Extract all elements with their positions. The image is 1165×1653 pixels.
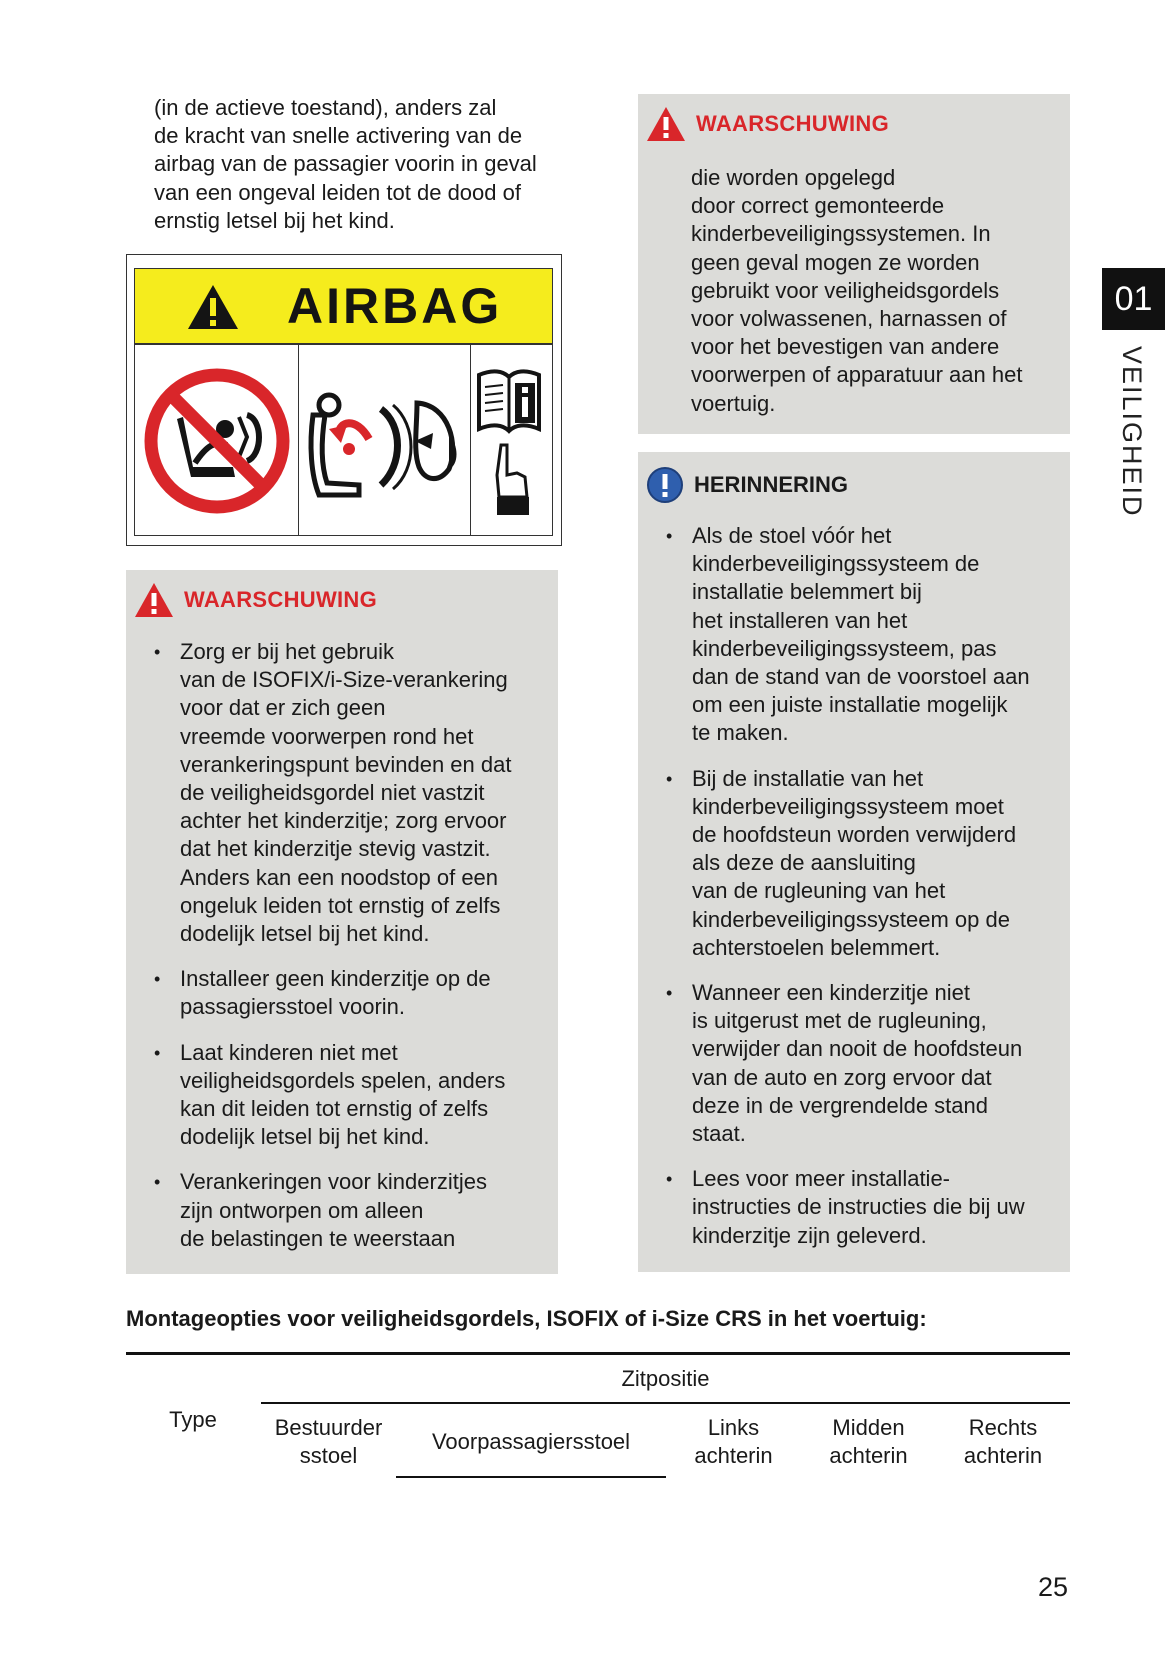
warning-header (646, 106, 889, 142)
read-manual-pictogram (471, 345, 552, 535)
reminder-title: HERINNERING (694, 472, 849, 497)
no-child-seat-icon (135, 345, 299, 535)
warning-triangle-icon (646, 106, 686, 142)
bullet-icon: • (666, 526, 673, 546)
warning-box-left (126, 570, 558, 1274)
list-item-text: Laat kinderen niet met veiligheidsgordels spelen, anders kan dit leiden tot ernstig of zelfs dodelijk letsel bij het kind. (180, 1039, 506, 1150)
list-item-text: Zorg er bij het gebruik van de ISOFIX/i-Size-verankering voor dat er zich geen vreemde voorwerpen rond het verankeringspunt bevinden en dat de veiligheidsgordel niet vastzit achter het kinderzitje; zorg ervoor dat het kinderzitje stevig vastzit. Anders kan een noodstop of een ongeluk leiden tot ernstig of zelfs dodelijk letsel bij het kind. (180, 639, 512, 947)
warning-title: WAARSCHUWING (184, 587, 378, 612)
list-item-text: Verankeringen voor kinderzitjes zijn ontworpen om alleen de belastingen te weerstaan (180, 1169, 487, 1251)
table-group-rule (261, 1402, 1070, 1404)
list-item (664, 1165, 1068, 1250)
airbag-warning-label (126, 254, 562, 546)
list-item (664, 765, 1068, 962)
warning-text: die worden opgelegd door correct gemonteerde kinderbeveiligingssystemen. In geen geval mogen ze worden gebruikt voor veiligheidsgordels voor volwassenen, harnassen of voor het bevestigen van andere voorwerpen of apparatuur aan het voertuig. (691, 165, 1023, 416)
info-circle-icon (646, 466, 684, 504)
reminder-header (646, 466, 848, 504)
reminder-bullet-list (664, 522, 1068, 1267)
airbag-label-pictograms (135, 345, 552, 535)
table-column-header: Links achterin (694, 1415, 773, 1468)
no-rear-facing-seat-pictogram (135, 345, 299, 535)
list-item (664, 522, 1068, 748)
bullet-icon: • (666, 983, 673, 1004)
list-item (152, 1168, 552, 1253)
bullet-icon: • (154, 1042, 161, 1063)
airbag-deployment-pictogram (299, 345, 471, 535)
table-type-header: Type (169, 1407, 217, 1432)
warning-header (134, 582, 377, 618)
chapter-label: VEILIGHEID (1117, 346, 1147, 518)
list-item (664, 979, 1068, 1148)
chapter-number-tab: 01 (1102, 268, 1165, 330)
bullet-icon: • (666, 768, 673, 789)
table-column-header: Rechts achterin (963, 1415, 1043, 1468)
list-item-text: Wanneer een kinderzitje niet is uitgerust met de rugleuning, verwijder dan nooit de hoofdsteun van de auto en zorg ervoor dat deze in de vergrendelde stand staat. (692, 980, 1023, 1147)
list-item-text: Lees voor meer installatie- instructies de instructies die bij uw kinderzitje zijn geleverd. (692, 1166, 1025, 1248)
warning-triangle-icon (185, 282, 241, 332)
table-column-rule (396, 1476, 666, 1478)
list-item (152, 965, 552, 1021)
page-number: 25 (1038, 1572, 1069, 1602)
table-column-header: Bestuurder sstoel (274, 1415, 383, 1468)
warning-triangle-icon (134, 582, 174, 618)
airbag-label-title: AIRBAG (287, 278, 503, 334)
airbag-deploy-icon (299, 345, 471, 535)
airbag-label-header (135, 269, 552, 345)
list-item-text: Bij de installatie van het kinderbeveiligingssysteem moet de hoofdsteun worden verwijderd als deze de aansluiting van de rugleuning van het kinderbeveiligingssysteem op de achterstoelen belemmert. (692, 765, 1017, 960)
table-group-header: Zitpositie (621, 1366, 710, 1391)
airbag-label-frame (134, 268, 553, 536)
table-column-header: Voorpassagiersstoel (431, 1429, 631, 1454)
table-column-header: Midden achterin (829, 1415, 908, 1468)
intro-paragraph: (in de actieve toestand), anders zal de kracht van snelle activering van de airbag van de passagier voorin in geval van een ongeval leiden tot de dood of ernstig letsel bij het kind. (154, 95, 537, 233)
manual-book-icon (471, 345, 547, 535)
bullet-icon: • (154, 1172, 161, 1193)
reminder-box (638, 452, 1070, 1272)
warning-bullet-list (152, 638, 552, 1270)
list-item-text: Installeer geen kinderzitje op de passagiersstoel voorin. (180, 966, 491, 1020)
warning-box-right (638, 94, 1070, 434)
list-item (152, 1039, 552, 1152)
list-item (152, 638, 552, 948)
table-heading: Montageopties voor veiligheidsgordels, ISOFIX of i-Size CRS in het voertuig: (126, 1306, 927, 1331)
table-top-rule (126, 1352, 1070, 1355)
warning-title: WAARSCHUWING (696, 111, 890, 136)
list-item-text: Als de stoel vóór het kinderbeveiligingssysteem de installatie belemmert bij het installeren van het kinderbeveiligingssysteem, pas dan de stand van de voorstoel aan om een juiste installatie mogelijk te maken. (692, 523, 1030, 746)
bullet-icon: • (666, 1169, 673, 1190)
bullet-icon: • (154, 642, 161, 662)
bullet-icon: • (154, 969, 161, 990)
